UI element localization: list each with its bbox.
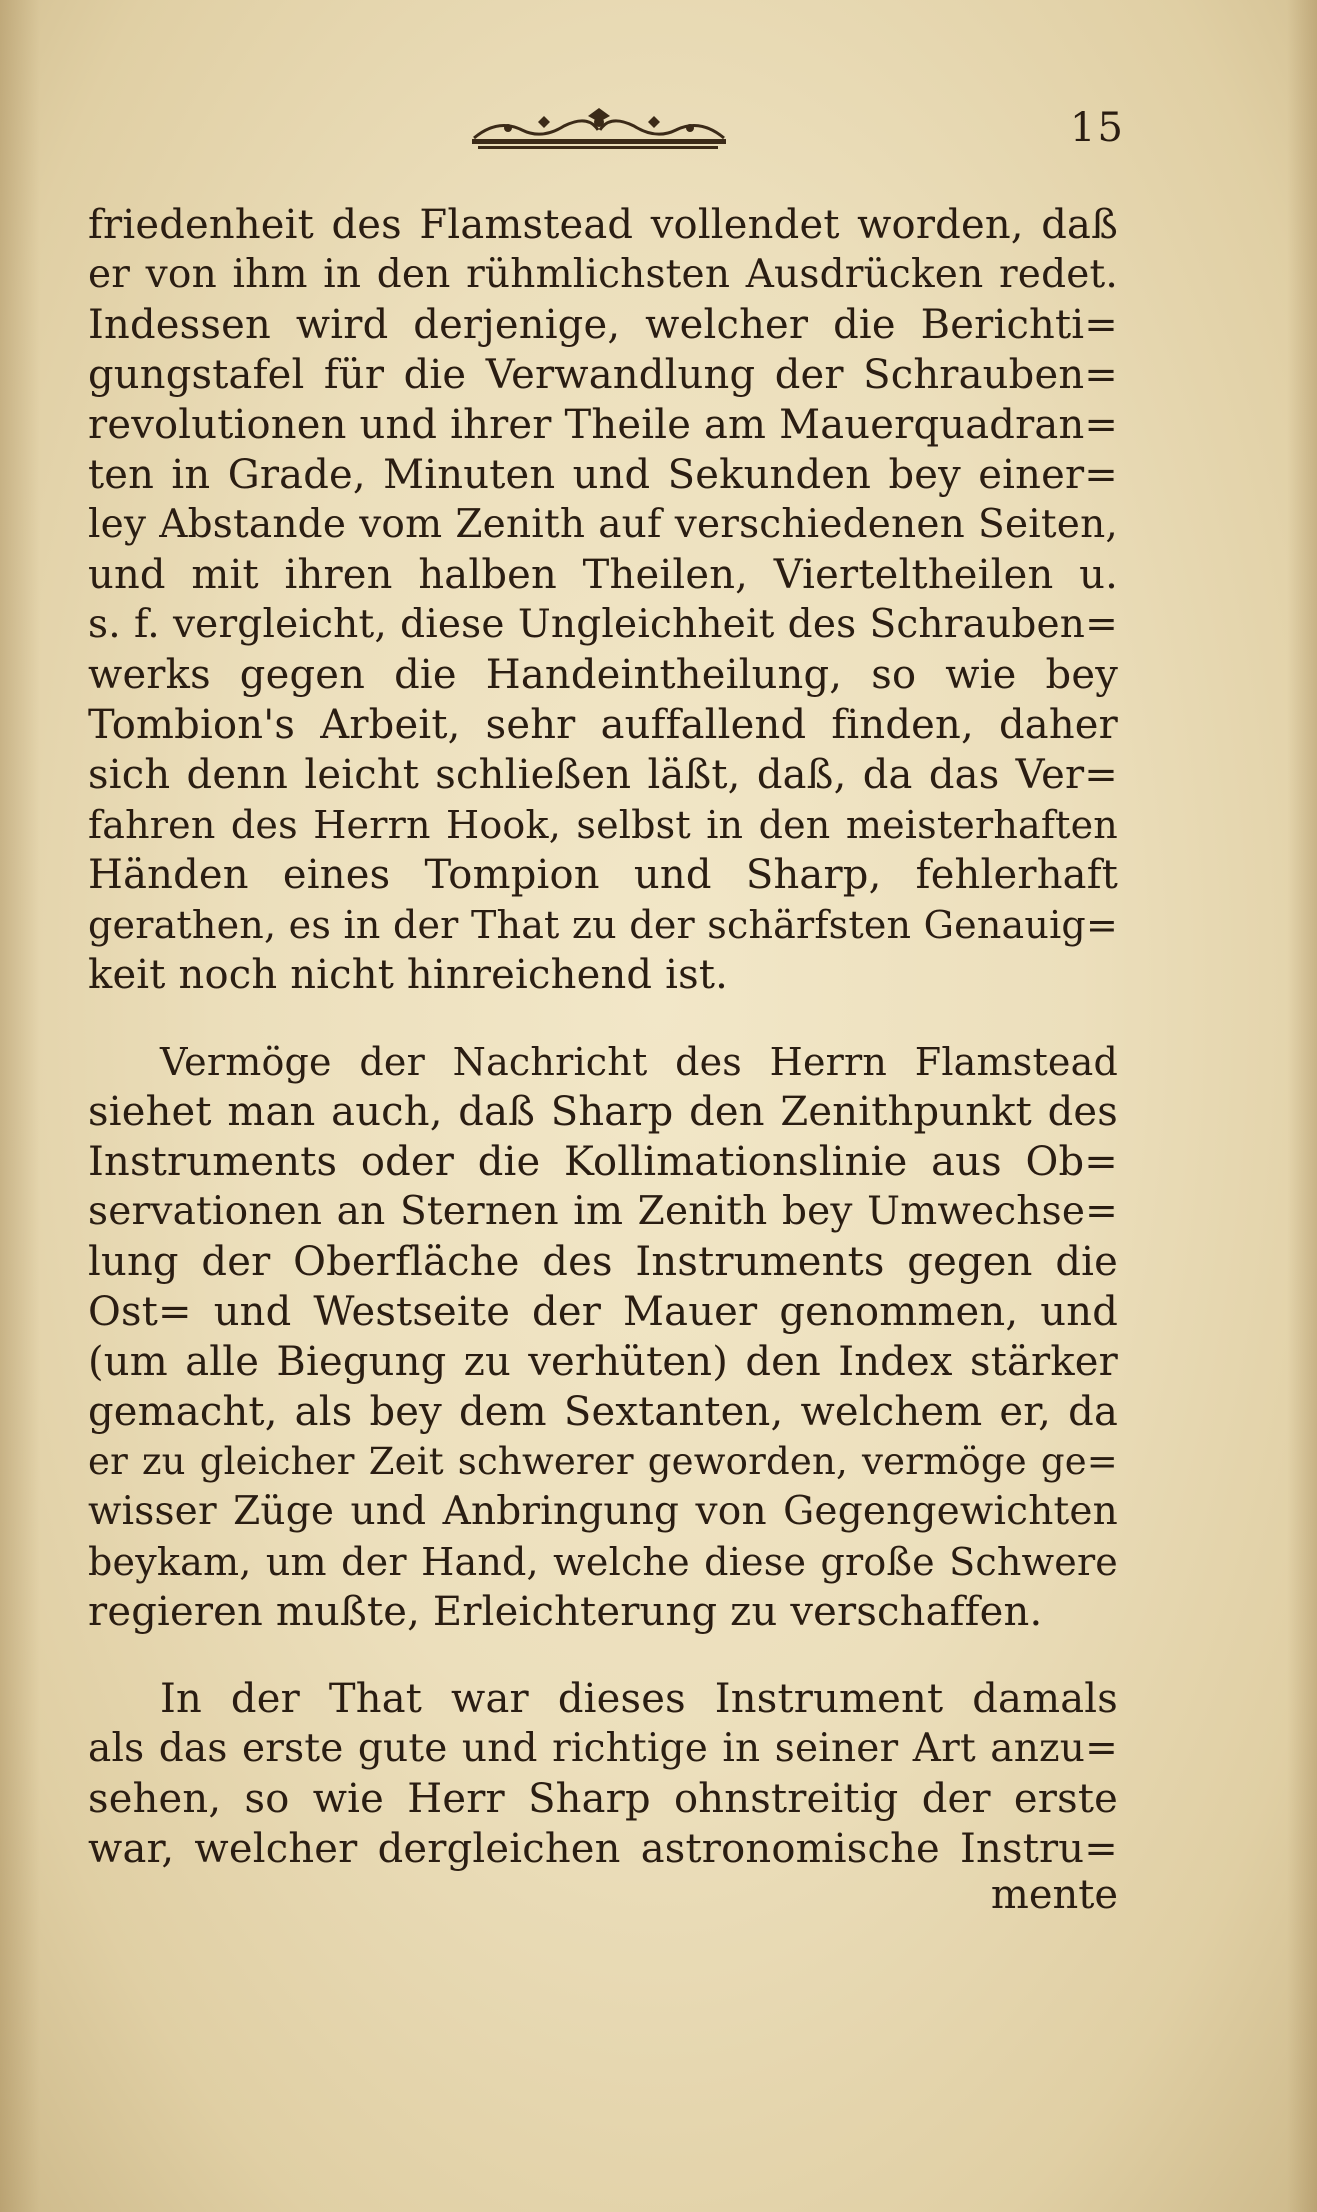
text-line: Tombion's Arbeit, sehr auffallend finden, daher: [88, 702, 1118, 748]
text-line: sich denn leicht schließen läßt, daß, da das Ver=: [88, 752, 1118, 798]
text-line: lung der Oberfläche des Instruments gegen die: [88, 1239, 1118, 1285]
text-line: Vermöge der Nachricht des Herrn Flamstead: [160, 1040, 1118, 1084]
text-line: keit noch nicht hinreichend ist.: [88, 952, 729, 998]
text-line: fahren des Herrn Hook, selbst in den meisterhaften: [88, 803, 1118, 847]
text-line: siehet man auch, daß Sharp den Zenithpunkt des: [88, 1089, 1118, 1135]
text-line: s. f. vergleicht, diese Ungleichheit des Schrauben=: [88, 602, 1118, 647]
text-line: ley Abstande vom Zenith auf verschiedenen Seiten,: [88, 502, 1118, 547]
text-line: beykam, um der Hand, welche diese große Schwere: [88, 1540, 1118, 1584]
page-number: 15: [1070, 105, 1125, 151]
text-line: gungstafel für die Verwandlung der Schrauben=: [88, 352, 1118, 398]
text-line: sehen, so wie Herr Sharp ohnstreitig der erste: [88, 1776, 1118, 1822]
text-line: Händen eines Tompion und Sharp, fehlerhaft: [88, 852, 1118, 898]
page-edge-shadow-right: [1287, 0, 1317, 2212]
paragraph-spacer: [88, 1000, 1118, 1037]
text-line: revolutionen und ihrer Theile am Mauerquadran=: [88, 402, 1119, 448]
text-line: Instruments oder die Kollimationslinie aus Ob=: [88, 1139, 1118, 1185]
body-text: [88, 200, 1118, 1874]
header-ornament: [468, 108, 730, 152]
text-line: er von ihm in den rühmlichsten Ausdrücken redet.: [88, 252, 1118, 297]
paragraph-spacer: [88, 1637, 1118, 1674]
text-line: als das erste gute und richtige in seiner Art anzu=: [88, 1726, 1118, 1771]
page-edge-shadow-left: [0, 0, 40, 2212]
catchword: mente: [990, 1872, 1118, 1918]
paragraph-1: [88, 200, 1118, 1000]
text-line: gerathen, es in der That zu der schärfsten Genauig=: [88, 903, 1118, 947]
text-line: ten in Grade, Minuten und Sekunden bey einer=: [88, 452, 1118, 498]
paragraph-3: [88, 1674, 1118, 1874]
text-line: werks gegen die Handeintheilung, so wie bey: [88, 652, 1118, 698]
text-line: Indessen wird derjenige, welcher die Berichti=: [88, 302, 1118, 348]
text-line: und mit ihren halben Theilen, Vierteltheilen u.: [88, 552, 1118, 598]
text-line: er zu gleicher Zeit schwerer geworden, vermöge ge=: [88, 1440, 1118, 1483]
text-line: In der That war dieses Instrument damals: [160, 1676, 1118, 1722]
text-line: Ost= und Westseite der Mauer genommen, und: [88, 1289, 1118, 1335]
paragraph-2: [88, 1037, 1118, 1637]
text-line: servationen an Sternen im Zenith bey Umwechse=: [88, 1189, 1118, 1234]
text-line: (um alle Biegung zu verhüten) den Index stärker: [88, 1339, 1118, 1385]
text-line: regieren mußte, Erleichterung zu verschaffen.: [88, 1589, 1043, 1635]
text-line: friedenheit des Flamstead vollendet worden, daß: [88, 202, 1118, 248]
text-line: gemacht, als bey dem Sextanten, welchem er, da: [88, 1389, 1118, 1435]
text-line: wisser Züge und Anbringung von Gegengewichten: [88, 1489, 1118, 1534]
text-line: war, welcher dergleichen astronomische Instru=: [88, 1826, 1118, 1872]
